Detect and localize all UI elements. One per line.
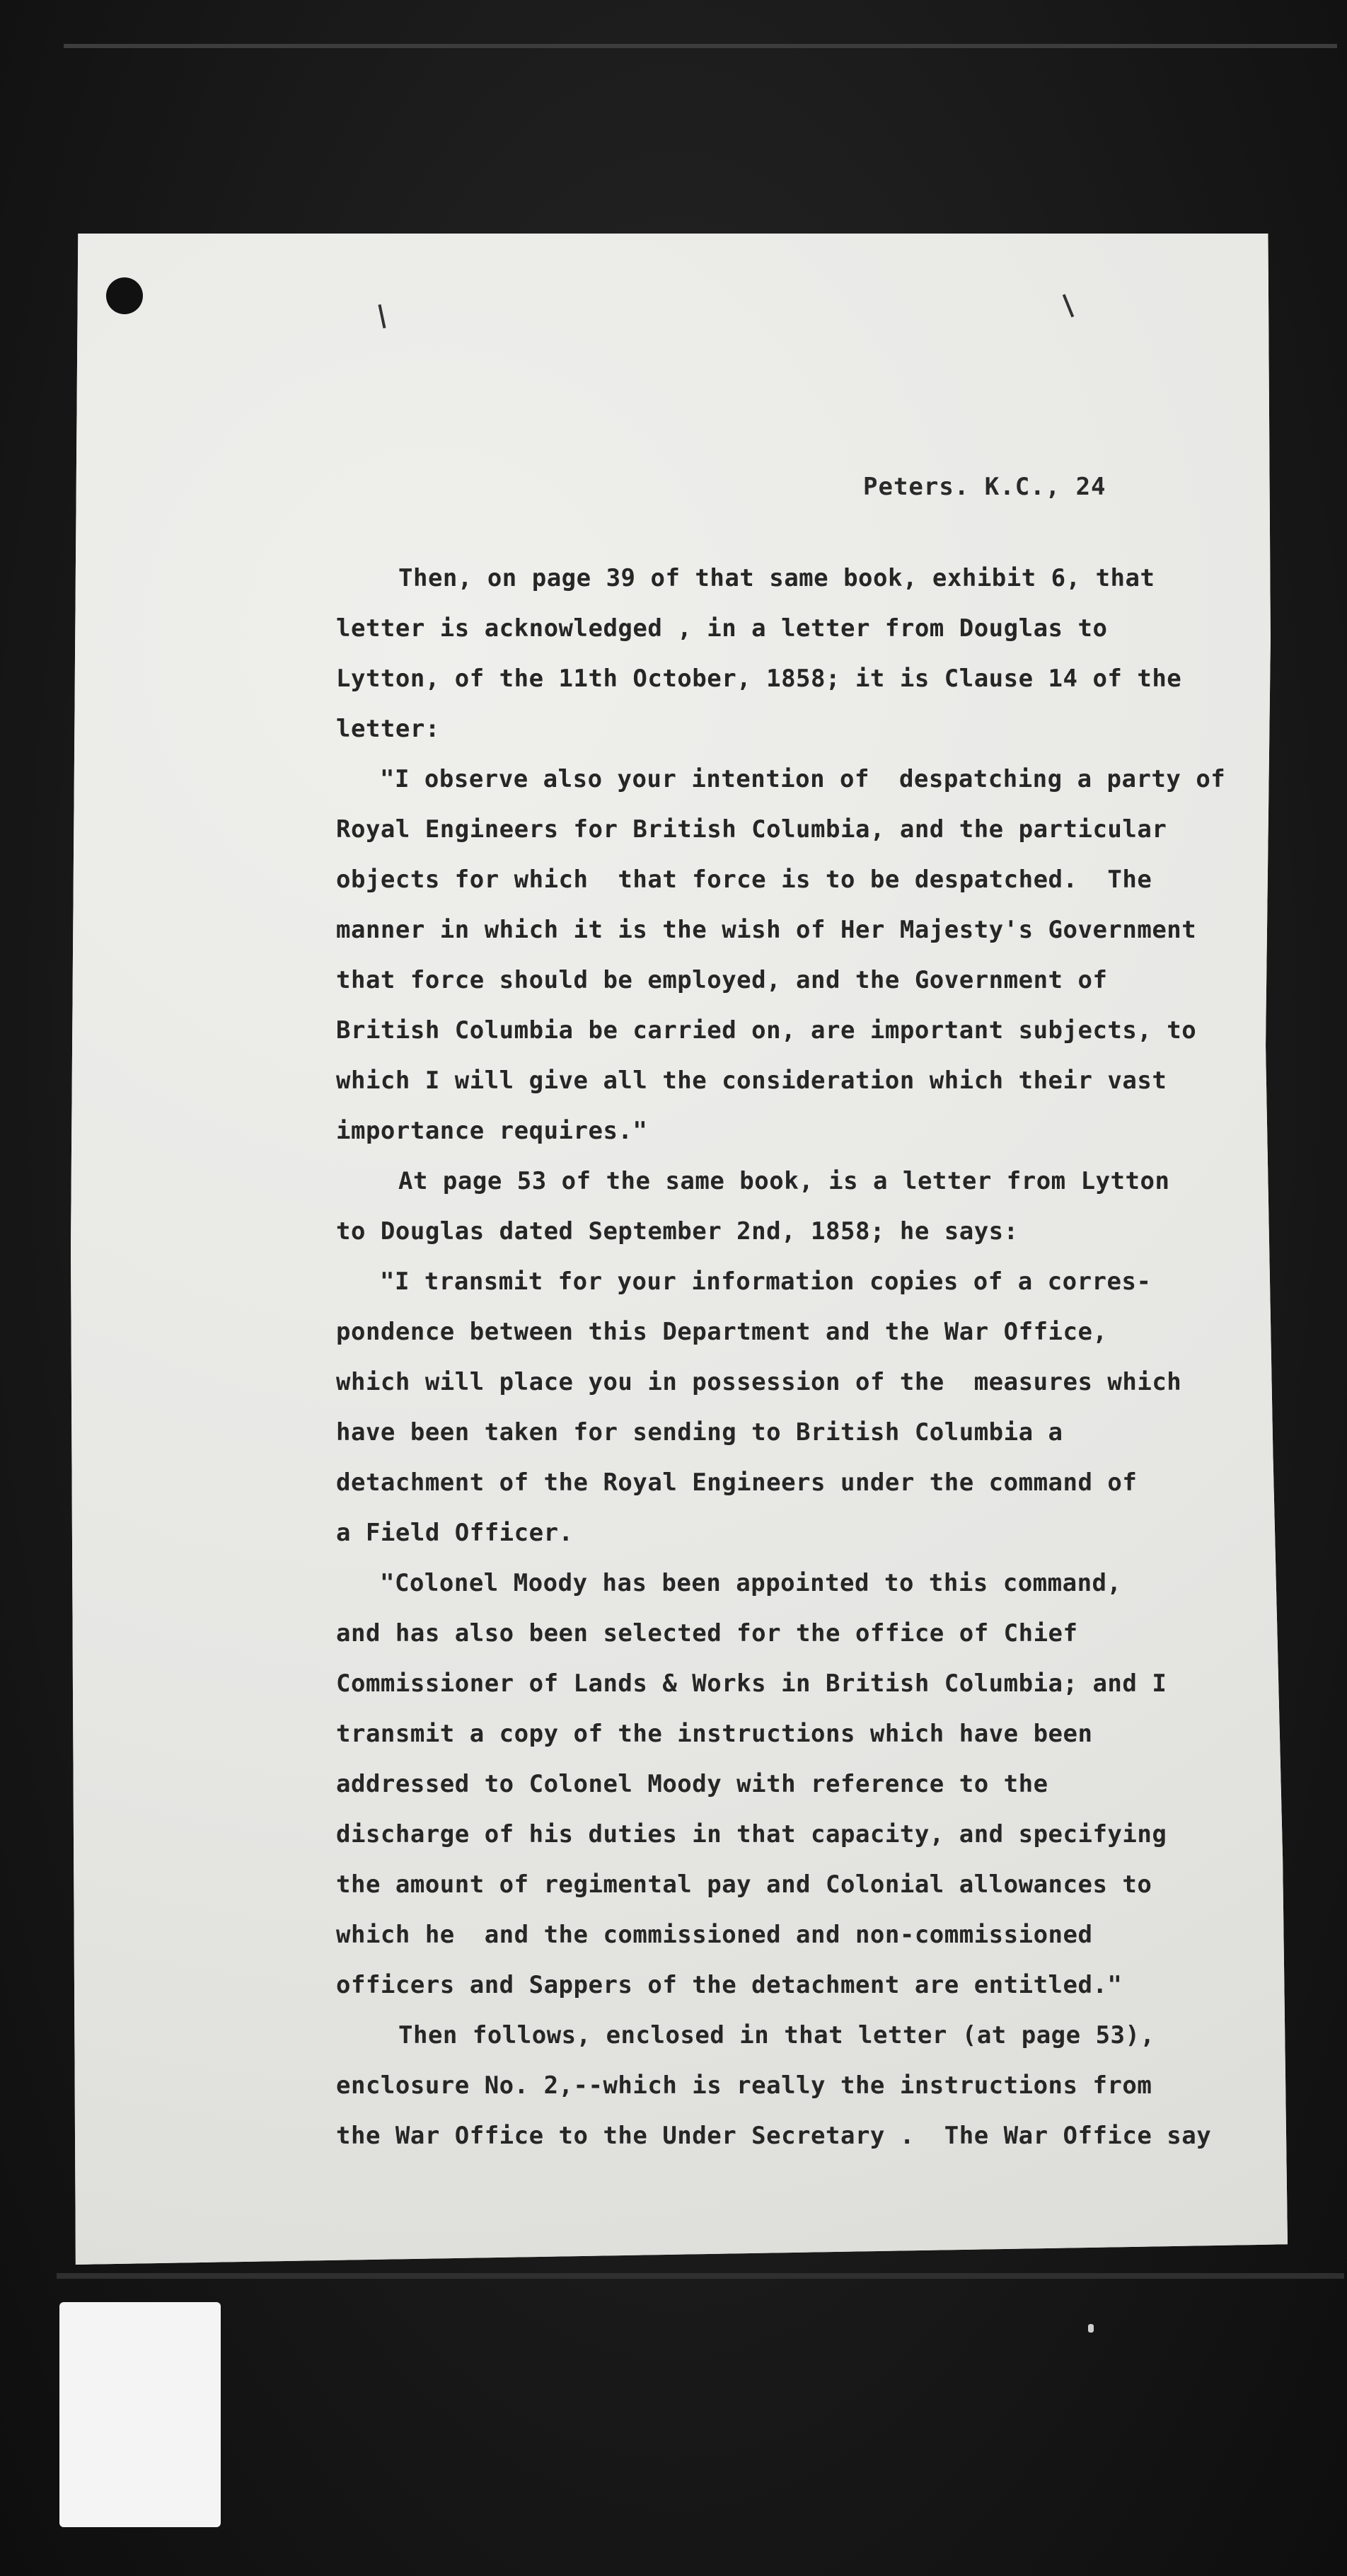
text-line: importance requires." [336, 1117, 648, 1145]
text-line: "Colonel Moody has been appointed to this command, [380, 1569, 1122, 1597]
film-edge-top [64, 44, 1337, 48]
text-line: enclosure No. 2,--which is really the instructions from [336, 2071, 1152, 2100]
text-line: the amount of regimental pay and Colonial allowances to [336, 1870, 1152, 1899]
target-card [59, 2302, 221, 2527]
text-line: "I transmit for your information copies of a corres- [380, 1267, 1152, 1296]
text-line: Then, on page 39 of that same book, exhibit 6, that [398, 564, 1155, 592]
text-line: manner in which it is the wish of Her Majesty's Government [336, 916, 1197, 944]
text-line: detachment of the Royal Engineers under the command of [336, 1468, 1138, 1497]
text-line: Lytton, of the 11th October, 1858; it is Clause 14 of the [336, 665, 1182, 693]
text-line: Then follows, enclosed in that letter (at page 53), [398, 2021, 1155, 2049]
text-line: that force should be employed, and the Government of [336, 966, 1108, 994]
text-line: which he and the commissioned and non-commissioned [336, 1921, 1093, 1949]
text-line: letter is acknowledged , in a letter from Douglas to [336, 614, 1108, 643]
text-line: letter: [336, 715, 440, 743]
film-edge-bottom [57, 2273, 1344, 2279]
text-line: transmit a copy of the instructions which have been [336, 1720, 1093, 1748]
text-line: Commissioner of Lands & Works in British Columbia; and I [336, 1669, 1167, 1698]
text-line: which will place you in possession of the measures which [336, 1368, 1182, 1396]
text-line: to Douglas dated September 2nd, 1858; he says: [336, 1217, 1019, 1246]
page-header: Peters. K.C., 24 [863, 473, 1106, 501]
text-line: British Columbia be carried on, are important subjects, to [336, 1016, 1197, 1045]
body-text [336, 553, 1284, 2161]
text-line: At page 53 of the same book, is a letter from Lytton [398, 1167, 1170, 1195]
text-line: Royal Engineers for British Columbia, and the particular [336, 815, 1167, 844]
text-line: a Field Officer. [336, 1519, 574, 1547]
text-line: "I observe also your intention of despatching a party of [380, 765, 1226, 793]
text-line: addressed to Colonel Moody with reference to the [336, 1770, 1048, 1798]
text-line: discharge of his duties in that capacity, and specifying [336, 1820, 1167, 1848]
text-line: officers and Sappers of the detachment are entitled." [336, 1971, 1123, 1999]
text-line: objects for which that force is to be despatched. The [336, 866, 1152, 894]
text-line: have been taken for sending to British Columbia a [336, 1418, 1063, 1447]
text-line: and has also been selected for the office of Chief [336, 1619, 1078, 1648]
film-speck [1088, 2324, 1094, 2333]
punch-hole [106, 277, 143, 314]
text-line: which I will give all the consideration which their vast [336, 1066, 1167, 1095]
text-line: the War Office to the Under Secretary . The War Office say [336, 2122, 1212, 2150]
text-line: pondence between this Department and the War Office, [336, 1318, 1108, 1346]
